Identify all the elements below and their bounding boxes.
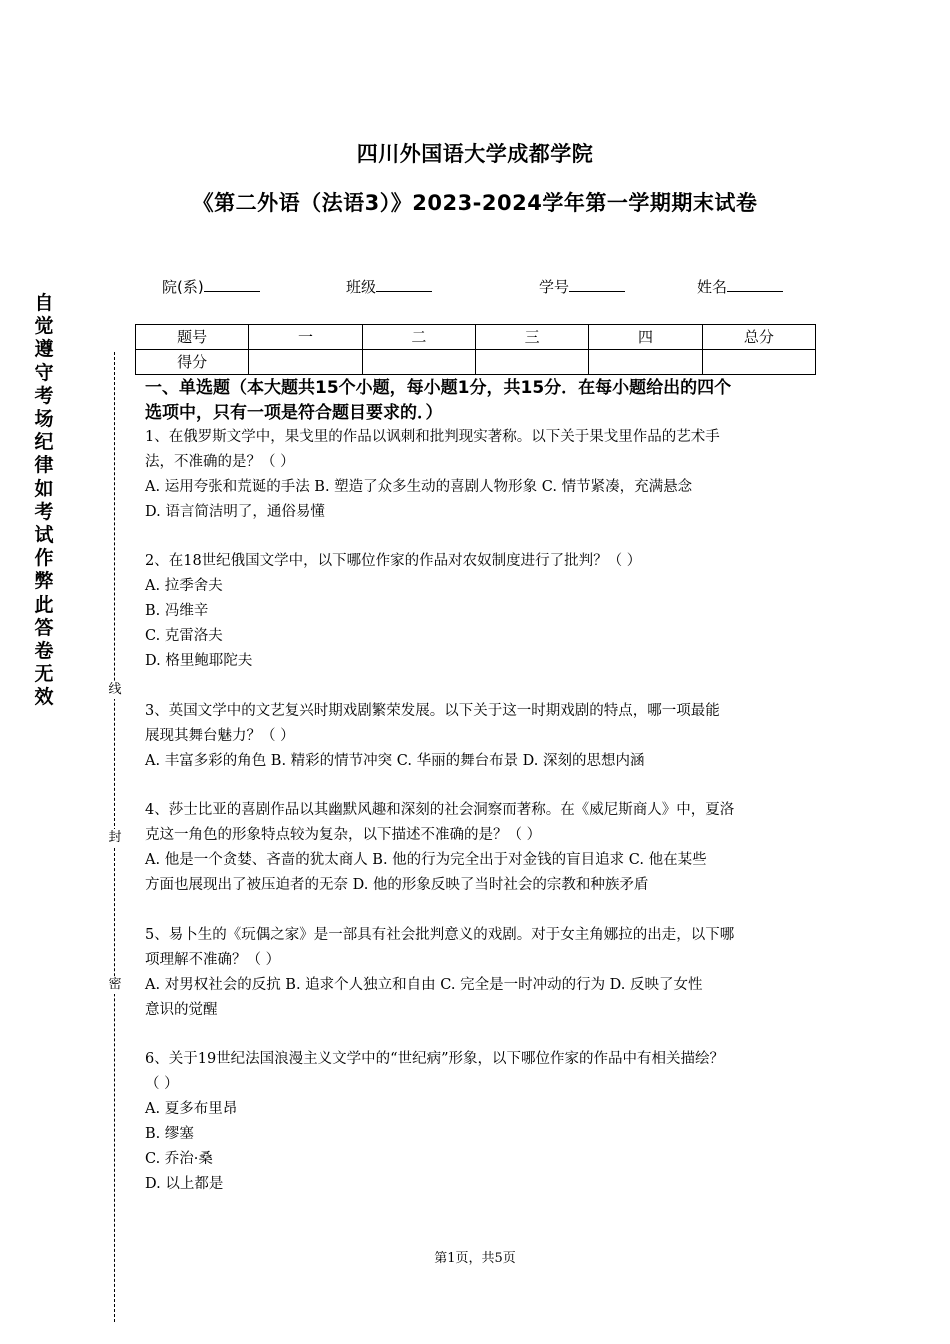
question-option[interactable]: A. 运用夸张和荒诞的手法 B. 塑造了众多生动的喜剧人物形象 C. 情节紧凑，充满悬念 [145,479,693,495]
section-heading-line: 选项中，只有一项是符合题目要求的．） [145,403,443,423]
student-id-label: 学号 [539,278,570,296]
section-heading-line: 一、单选题（本大题共15个小题，每小题1分，共15分．在每小题给出的四个 [145,378,732,398]
department-label: 院(系) [162,278,204,296]
question-option[interactable]: A. 夏多布里昂 [145,1101,238,1117]
question-option[interactable]: D. 以上都是 [145,1176,224,1192]
student-id-field[interactable] [539,276,625,297]
question-5 [145,923,835,1023]
score-table-header-cell: 四 [589,325,702,350]
question-line: 4、莎士比亚的喜剧作品以其幽默风趣和深刻的社会洞察而著称。在《威尼斯商人》中，夏洛 [145,802,735,818]
question-option[interactable]: 方面也展现出了被压迫者的无奈 D. 他的形象反映了当时社会的宗教和种族矛盾 [145,877,649,893]
school-name: 四川外国语大学成都学院 [356,142,594,166]
department-blank[interactable] [204,277,260,292]
score-cell[interactable] [362,350,475,375]
question-line: 6、关于19世纪法国浪漫主义文学中的“世纪病”形象，以下哪位作家的作品中有相关描绘？ [145,1051,724,1067]
department-field[interactable] [162,276,260,297]
seal-mark-mi: 密 [106,976,124,994]
question-option[interactable]: B. 缪塞 [145,1126,194,1142]
question-1 [145,425,835,525]
question-line: 法，不准确的是？（ ） [145,454,295,470]
question-option[interactable]: C. 乔治·桑 [145,1151,213,1167]
score-cell[interactable] [475,350,588,375]
question-line: 项理解不准确？（ ） [145,952,281,968]
question-line: 5、易卜生的《玩偶之家》是一部具有社会批判意义的戏剧。对于女主角娜拉的出走，以下哪 [145,927,735,943]
class-field[interactable] [346,276,432,297]
student-id-blank[interactable] [569,277,625,292]
question-line: （ ） [145,1076,179,1092]
score-table-header-cell: 三 [475,325,588,350]
score-table-header-cell: 总分 [702,325,815,350]
question-option[interactable]: A. 他是一个贪婪、吝啬的犹太商人 B. 他的行为完全出于对金钱的盲目追求 C. 他在某些 [145,852,707,868]
question-option[interactable]: B. 冯维辛 [145,603,209,619]
question-option[interactable]: A. 丰富多彩的角色 B. 精彩的情节冲突 C. 华丽的舞台布景 D. 深刻的思想内涵 [145,753,645,769]
score-table-header-cell: 二 [362,325,475,350]
exam-title: 《第二外语（法语3）》2023-2024学年第一学期期末试卷 [192,191,758,215]
section-heading [145,376,825,426]
question-option[interactable]: D. 格里鲍耶陀夫 [145,653,253,669]
class-label: 班级 [346,278,377,296]
question-option[interactable]: A. 拉季舍夫 [145,578,223,594]
question-option[interactable]: 意识的觉醒 [145,1002,218,1018]
score-table-header-cell: 题号 [136,325,249,350]
question-3 [145,699,835,774]
question-option[interactable]: C. 克雷洛夫 [145,628,223,644]
question-line: 克这一角色的形象特点较为复杂，以下描述不准确的是？（ ） [145,827,542,843]
exam-discipline-notice: 自觉遵守考场纪律如考试作弊此答卷无效 [34,292,54,709]
score-cell[interactable] [249,350,362,375]
score-cell[interactable] [702,350,815,375]
score-table-header-row [136,325,816,350]
score-cell[interactable] [589,350,702,375]
question-option[interactable]: D. 语言简洁明了，通俗易懂 [145,504,325,520]
score-table-score-row [136,350,816,375]
seal-mark-feng: 封 [106,829,124,847]
question-line: 3、英国文学中的文艺复兴时期戏剧繁荣发展。以下关于这一时期戏剧的特点，哪一项最能 [145,703,720,719]
question-option[interactable]: A. 对男权社会的反抗 B. 追求个人独立和自由 C. 完全是一时冲动的行为 D. 反映了女性 [145,977,703,993]
score-row-label: 得分 [136,350,249,375]
name-blank[interactable] [727,277,783,292]
name-field[interactable] [697,276,783,297]
name-label: 姓名 [697,278,728,296]
question-2 [145,549,835,674]
question-line: 展现其舞台魅力？（ ） [145,728,295,744]
question-6 [145,1047,835,1197]
seal-mark-xian: 线 [106,681,124,699]
question-line: 1、在俄罗斯文学中，果戈里的作品以讽刺和批判现实著称。以下关于果戈里作品的艺术手 [145,429,720,445]
score-table-header-cell: 一 [249,325,362,350]
question-4 [145,798,835,898]
page-number: 第1页，共5页 [434,1251,516,1266]
score-table [135,324,816,375]
class-blank[interactable] [376,277,432,292]
question-line: 2、在18世纪俄国文学中，以下哪位作家的作品对农奴制度进行了批判？（ ） [145,553,642,569]
